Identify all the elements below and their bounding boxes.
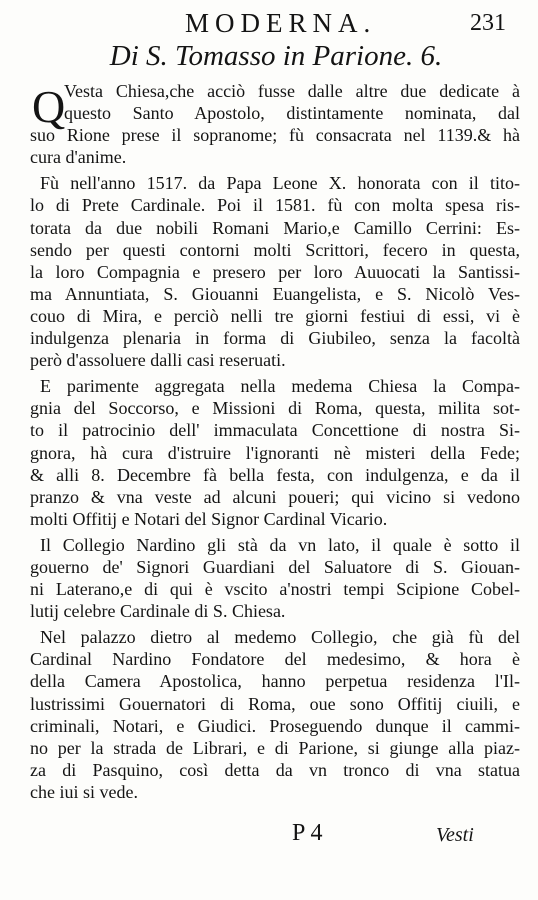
- text-line: no per la strada de Librari, e di Parione, si giunge alla piaz-: [30, 737, 520, 758]
- text-line: Cardinal Nardino Fondatore del medesimo, & hora è: [30, 649, 520, 670]
- text-line: però d'assoluere dalli casi reseruati.: [30, 350, 286, 371]
- text-line: lustrissimi Gouernatori di Roma, oue sono Offitij ciuili, e: [30, 693, 520, 714]
- text-line: Fù nell'anno 1517. da Papa Leone X. honorata con il tito-: [40, 173, 520, 194]
- paragraph: [30, 80, 520, 168]
- text-line: molti Offitij e Notari del Signor Cardinal Vicario.: [30, 508, 388, 529]
- drop-cap: Q: [32, 81, 66, 132]
- paragraph: [30, 172, 520, 371]
- text-line: pranzo & vna veste ad alcuni poueri; qui vicino si vedono: [30, 486, 520, 507]
- text-line: indulgenza plenaria in forma di Giubileo, senza la facoltà: [30, 328, 520, 349]
- body-text: [30, 80, 520, 807]
- text-line: gouerno de' Signori Guardiani del Saluatore di S. Giouan-: [30, 556, 520, 577]
- text-line: torata da due nobili Romani Mario,e Camillo Cerrini: Es-: [30, 217, 520, 238]
- catchword: Vesti: [436, 824, 474, 846]
- text-line: questo Santo Apostolo, distintamente nominata, dal: [64, 103, 520, 124]
- running-title: MODERNA.: [185, 8, 377, 38]
- text-line: della Camera Apostolica, hanno perpetua residenza l'Il-: [30, 671, 520, 692]
- text-line: & alli 8. Decembre fà bella festa, con indulgenza, e da il: [30, 464, 520, 485]
- text-line: criminali, Notari, e Giudici. Proseguendo dunque il cammi-: [30, 715, 520, 736]
- page-footer: [0, 820, 538, 860]
- text-line: Vesta Chiesa,che acciò fusse dalle altre due dedicate à: [64, 81, 520, 101]
- text-line: E parimente aggregata nella medema Chiesa la Compa-: [40, 376, 520, 397]
- text-line: couo di Mira, e perciò nelli tre giorni festiui di essi, vi è: [30, 305, 520, 326]
- paragraph: [30, 375, 520, 530]
- text-line: sendo per questi contorni molti Scrittori, fecero in questa,: [30, 239, 520, 260]
- text-line: ni Laterano,e di qui è vscito a'nostri tempi Scipione Cobel-: [30, 579, 520, 600]
- paragraph: [30, 534, 520, 622]
- page-number: 231: [470, 10, 506, 36]
- text-line: to il patrocinio dell' immaculata Concettione di nostra Si-: [30, 420, 520, 441]
- text-line: che iui si vede.: [30, 781, 138, 802]
- text-line: suo Rione prese il sopranome; fù consacrata nel 1139.& hà: [30, 125, 520, 146]
- text-line: Il Collegio Nardino gli stà da vn lato, il quale è sotto il: [40, 534, 520, 555]
- text-line: lutij celebre Cardinale di S. Chiesa.: [30, 601, 286, 622]
- text-line: lo di Prete Cardinale. Poi il 1581. fù con molta spesa ris-: [30, 195, 520, 216]
- text-line: cura d'anime.: [30, 147, 127, 168]
- text-line: Nel palazzo dietro al medemo Collegio, che già fù del: [40, 627, 520, 648]
- text-line: la loro Compagnia e presero per loro Auuocati la Santissi-: [30, 261, 520, 282]
- text-line: gnia del Soccorso, e Missioni di Roma, questa, milita sot-: [30, 398, 520, 419]
- text-line: za di Pasquino, così detta da vn tronco di vna statua: [30, 759, 520, 780]
- text-line: gnora, hà cura d'istruire l'ignoranti nè misteri della Fede;: [30, 442, 520, 463]
- paragraph: [30, 626, 520, 803]
- signature-mark: P 4: [292, 820, 323, 846]
- section-title: Di S. Tomasso in Parione. 6.: [109, 40, 443, 72]
- text-line: ma Annuntiata, S. Giouanni Euangelista, e S. Nicolò Ves-: [30, 283, 520, 304]
- running-head: [0, 6, 538, 36]
